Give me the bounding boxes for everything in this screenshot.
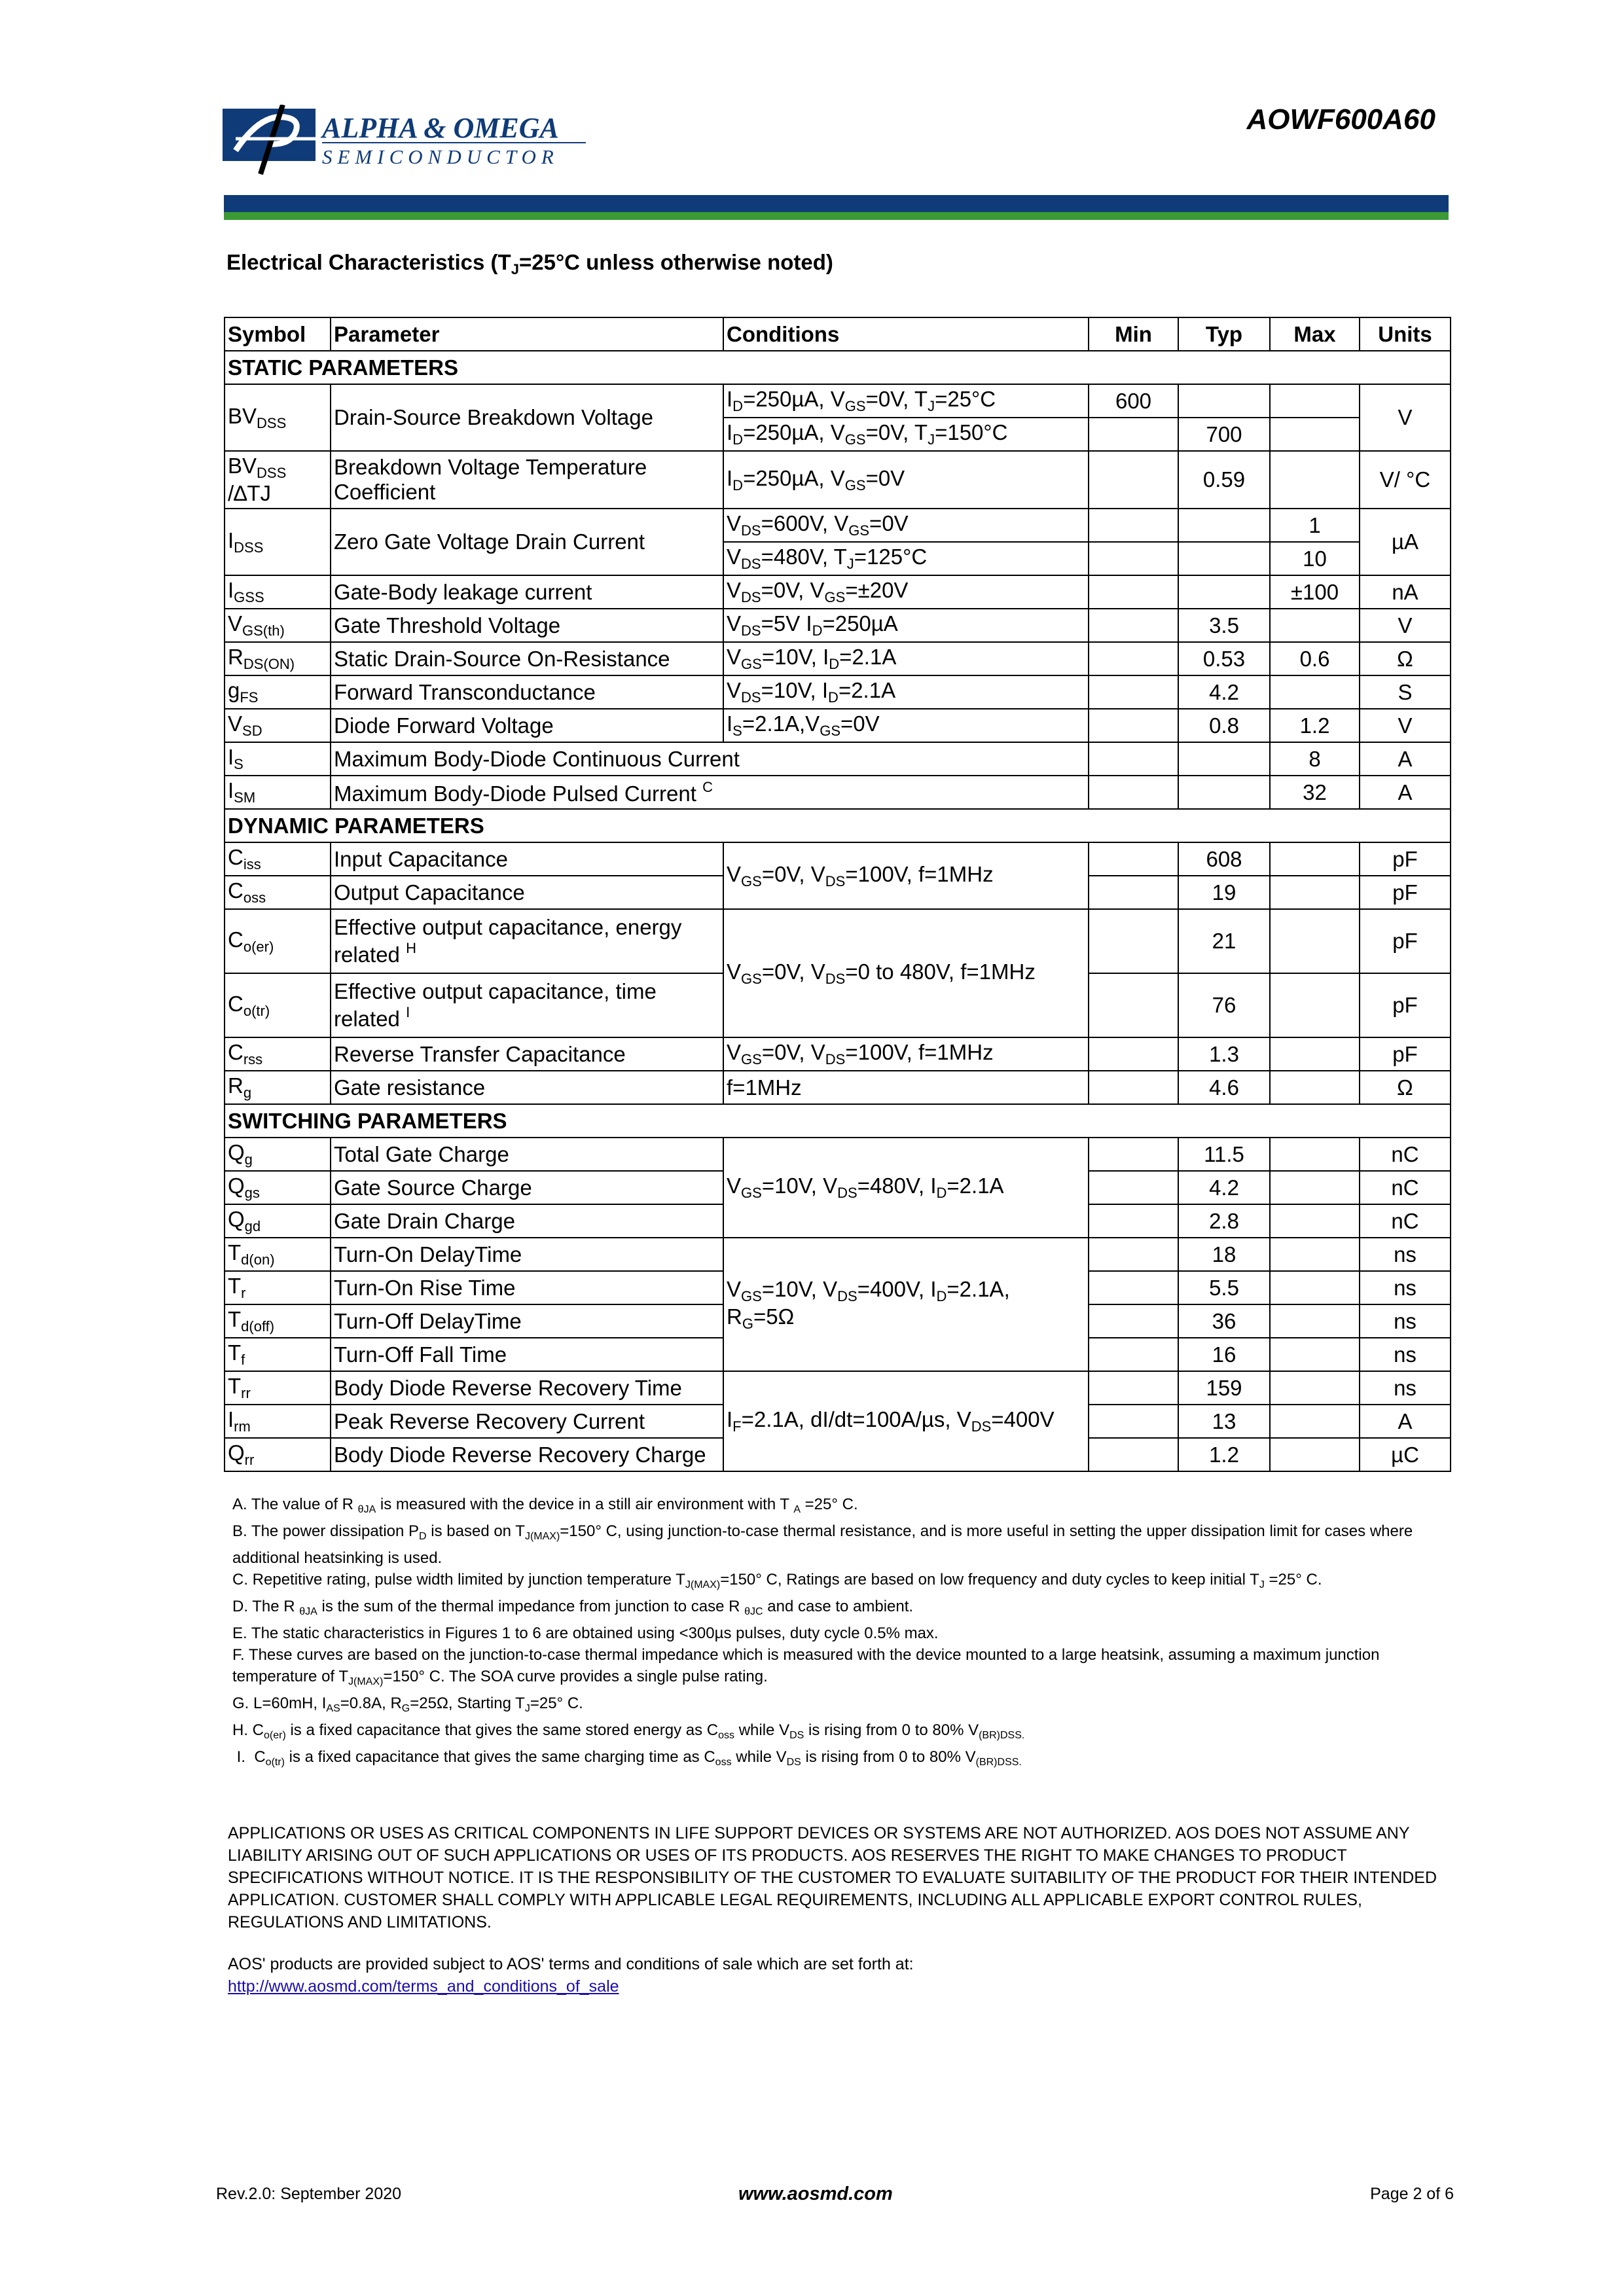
typ: 1.2	[1178, 1438, 1270, 1471]
parameter: Peak Reverse Recovery Current	[331, 1405, 723, 1438]
typ: 18	[1178, 1238, 1270, 1271]
table-row	[225, 909, 1451, 973]
units: Ω	[1360, 642, 1451, 675]
symbol: $Q_{rr}$	[225, 1438, 331, 1471]
footnote-f: F. These curves are based on the junction-to-case thermal impedance which is measured with the device mounted to a large heatsink, assuming a maximum junction temperature of $T_{J(MAX)}=150^\circ$ C. The SOA curve provides a single pulse rating.	[232, 1646, 1380, 1687]
parameter: Turn-On DelayTime	[331, 1238, 723, 1271]
units: ns	[1360, 1338, 1451, 1371]
parameter: Static Drain-Source On-Resistance	[331, 642, 723, 675]
typ: 4.6	[1178, 1071, 1270, 1104]
conditions: $V_{GS}=0V$, $V_{DS}=100V$, f=1MHz	[723, 842, 1089, 909]
units: pF	[1360, 909, 1451, 973]
max: 1.2	[1270, 709, 1360, 742]
typ: 5.5	[1178, 1271, 1270, 1304]
group-dynamic: DYNAMIC PARAMETERS	[225, 809, 1451, 842]
typ: 159	[1178, 1371, 1270, 1405]
typ: 0.8	[1178, 709, 1270, 742]
max: 0.6	[1270, 642, 1360, 675]
group-switching: SWITCHING PARAMETERS	[225, 1104, 1451, 1138]
company-logo	[223, 105, 589, 177]
units: pF	[1360, 876, 1451, 909]
terms-text: AOS' products are provided subject to AOS' terms and conditions of sale which are set forth at:	[228, 1955, 914, 1973]
units: A	[1360, 742, 1451, 776]
parameter: Effective output capacitance, time related $^I$	[331, 973, 723, 1037]
conditions: $V_{GS}=10V$, $V_{DS}=400V$, $I_D=2.1A$, $R_G=5\Omega$	[723, 1238, 1089, 1371]
parameter: Input Capacitance	[331, 842, 723, 876]
symbol: $V_{GS(th)}$	[225, 609, 331, 642]
symbol: $V_{SD}$	[225, 709, 331, 742]
col-header-units: Units	[1360, 317, 1451, 351]
units: A	[1360, 1405, 1451, 1438]
table-row	[225, 1037, 1451, 1071]
parameter: Turn-Off Fall Time	[331, 1338, 723, 1371]
units: µA	[1360, 509, 1451, 575]
footnote-c: C. Repetitive rating, pulse width limited by junction temperature $T_{J(MAX)}=150^\circ$ C, Ratings are based on low frequency and duty cycles to keep initial $T_J =25^\circ$ C.	[232, 1571, 1322, 1590]
col-header-symbol: Symbol	[225, 317, 331, 351]
parameter: Breakdown Voltage Temperature Coefficient	[331, 451, 723, 509]
footer-website: www.aosmd.com	[738, 2183, 893, 2204]
units: nC	[1360, 1138, 1451, 1171]
max: 10	[1270, 542, 1360, 575]
units: nC	[1360, 1171, 1451, 1204]
conditions: $I_S=2.1A,V_{GS}=0V$	[723, 709, 1089, 742]
parameter: Diode Forward Voltage	[331, 709, 723, 742]
typ: 76	[1178, 973, 1270, 1037]
units: nA	[1360, 575, 1451, 609]
parameter: Body Diode Reverse Recovery Time	[331, 1371, 723, 1405]
logo-company-subtitle: SEMICONDUCTOR	[322, 145, 559, 168]
typ: 3.5	[1178, 609, 1270, 642]
min: 600	[1089, 384, 1178, 418]
footnote-i: I. $C_{o(tr)}$ is a fixed capacitance that gives the same charging time as $C_{oss}$ while $V_{DS}$ is rising from 0 to 80% $V_{(BR)DSS.}$	[232, 1748, 1022, 1768]
group-static: STATIC PARAMETERS	[225, 351, 1451, 384]
units: ns	[1360, 1304, 1451, 1338]
typ: 0.53	[1178, 642, 1270, 675]
typ: 13	[1178, 1405, 1270, 1438]
parameter: Maximum Body-Diode Pulsed Current $^C$	[331, 776, 1089, 809]
conditions: $V_{GS}=0V$, $V_{DS}=100V$, f=1MHz	[723, 1037, 1089, 1071]
units: pF	[1360, 842, 1451, 876]
typ: 11.5	[1178, 1138, 1270, 1171]
parameter: Total Gate Charge	[331, 1138, 723, 1171]
symbol: $g_{FS}$	[225, 675, 331, 709]
conditions: $V_{GS}=10V$, $V_{DS}=480V$, $I_D=2.1A$	[723, 1138, 1089, 1238]
table-row	[225, 451, 1451, 509]
conditions: $I_D=250\mu A$, $V_{GS}=0V$, $T_J=25^\circ C$	[723, 384, 1089, 418]
symbol: $T_{d(on)}$	[225, 1238, 331, 1271]
units: Ω	[1360, 1071, 1451, 1104]
units: pF	[1360, 973, 1451, 1037]
conditions: $V_{GS}=10V$, $I_D=2.1A$	[723, 642, 1089, 675]
footnote-g: G. L=60mH, $I_{AS}=0.8A$, $R_G=25\Omega$, Starting $T_J=25^\circ$ C.	[232, 1695, 583, 1714]
terms-block	[228, 1953, 1452, 1998]
conditions: $V_{DS}=0V$, $V_{GS}=\pm 20V$	[723, 575, 1089, 609]
typ: 4.2	[1178, 675, 1270, 709]
parameter: Gate resistance	[331, 1071, 723, 1104]
parameter: Effective output capacitance, energy related $^H$	[331, 909, 723, 973]
col-header-typ: Typ	[1178, 317, 1270, 351]
units: V	[1360, 609, 1451, 642]
table-row	[225, 675, 1451, 709]
symbol: $C_{rss}$	[225, 1037, 331, 1071]
symbol: $C_{o(er)}$	[225, 909, 331, 973]
symbol: $I_S$	[225, 742, 331, 776]
typ: 2.8	[1178, 1204, 1270, 1238]
typ: 19	[1178, 876, 1270, 909]
footnote-b: B. The power dissipation $P_D$ is based on $T_{J(MAX)}=150^\circ$ C, using junction-to-case thermal resistance, and is more useful in setting the upper dissipation limit for cases where additional heatsinking is used.	[232, 1522, 1413, 1567]
symbol: $R_{DS(ON)}$	[225, 642, 331, 675]
typ: 4.2	[1178, 1171, 1270, 1204]
symbol: $C_{o(tr)}$	[225, 973, 331, 1037]
header-bar-green	[224, 212, 1449, 220]
table-row	[225, 509, 1451, 542]
typ: 36	[1178, 1304, 1270, 1338]
units: S	[1360, 675, 1451, 709]
typ: 16	[1178, 1338, 1270, 1371]
table-row	[225, 575, 1451, 609]
footnotes	[232, 1494, 1443, 1773]
typ: 0.59	[1178, 451, 1270, 509]
symbol: $I_{SM}$	[225, 776, 331, 809]
typ: 608	[1178, 842, 1270, 876]
table-row	[225, 742, 1451, 776]
units: ns	[1360, 1371, 1451, 1405]
max: 32	[1270, 776, 1360, 809]
logo-company-name: ALPHA & OMEGA	[322, 112, 559, 144]
symbol: $I_{DSS}$	[225, 509, 331, 575]
parameter: Gate-Body leakage current	[331, 575, 723, 609]
footnote-h: H. $C_{o(er)}$ is a fixed capacitance that gives the same stored energy as $C_{oss}$ while $V_{DS}$ is rising from 0 to 80% $V_{(BR)DSS.}$	[232, 1721, 1025, 1741]
table-row	[225, 642, 1451, 675]
symbol: $I_{GSS}$	[225, 575, 331, 609]
symbol: $Q_{gd}$	[225, 1204, 331, 1238]
table-row	[225, 1071, 1451, 1104]
parameter: Forward Transconductance	[331, 675, 723, 709]
conditions: $V_{GS}=0V$, $V_{DS}=0$ to 480V, f=1MHz	[723, 909, 1089, 1037]
symbol: $T_{rr}$	[225, 1371, 331, 1405]
typ: 700	[1178, 418, 1270, 451]
symbol: $T_{d(off)}$	[225, 1304, 331, 1338]
table-row	[225, 776, 1451, 809]
section-title: Electrical Characteristics ($T_J=25^\circ C$ unless otherwise noted)	[226, 250, 833, 278]
units: µC	[1360, 1438, 1451, 1471]
table-row	[225, 842, 1451, 876]
symbol: $BV_{DSS}$ /∆TJ	[225, 451, 331, 509]
conditions: $I_F=2.1A$, dI/dt=100A/µs, $V_{DS}=400V$	[723, 1371, 1089, 1471]
parameter: Drain-Source Breakdown Voltage	[331, 384, 723, 451]
symbol: $Q_g$	[225, 1138, 331, 1171]
table-row	[225, 384, 1451, 418]
units: V	[1360, 384, 1451, 451]
symbol: $T_r$	[225, 1271, 331, 1304]
symbol: $BV_{DSS}$	[225, 384, 331, 451]
max: 8	[1270, 742, 1360, 776]
table-header-row	[225, 317, 1451, 351]
footer-revision: Rev.2.0: September 2020	[216, 2185, 402, 2203]
parameter: Gate Threshold Voltage	[331, 609, 723, 642]
typ: 21	[1178, 909, 1270, 973]
disclaimer: APPLICATIONS OR USES AS CRITICAL COMPONENTS IN LIFE SUPPORT DEVICES OR SYSTEMS ARE NOT AUTHORIZED. AOS DOES NOT ASSUME ANY LIABILITY ARISING OUT OF SUCH APPLICATIONS OR USES OF ITS PRODUCTS. AOS RESERVES THE RIGHT TO MAKE CHANGES TO PRODUCT SPECIFICATIONS WITHOUT NOTICE. IT IS THE RESPONSIBILITY OF THE CUSTOMER TO EVALUATE SUITABILITY OF THE PRODUCT FOR THEIR INTENDED APPLICATION. CUSTOMER SHALL COMPLY WITH APPLICABLE LEGAL REQUIREMENTS, INCLUDING ALL APPLICABLE EXPORT CONTROL RULES, REGULATIONS AND LIMITATIONS.	[228, 1824, 1437, 1931]
table-row	[225, 1138, 1451, 1171]
max: 1	[1270, 509, 1360, 542]
conditions: $V_{DS}=480V$, $T_J=125^\circ C$	[723, 542, 1089, 575]
parameter: Reverse Transfer Capacitance	[331, 1037, 723, 1071]
col-header-min: Min	[1089, 317, 1178, 351]
max: ±100	[1270, 575, 1360, 609]
col-header-parameter: Parameter	[331, 317, 723, 351]
table-row	[225, 709, 1451, 742]
symbol: $C_{oss}$	[225, 876, 331, 909]
typ: 1.3	[1178, 1037, 1270, 1071]
symbol: $I_{rm}$	[225, 1405, 331, 1438]
conditions: $I_D=250\mu A$, $V_{GS}=0V$, $T_J=150^\circ C$	[723, 418, 1089, 451]
conditions: $V_{DS}=600V$, $V_{GS}=0V$	[723, 509, 1089, 542]
symbol: $C_{iss}$	[225, 842, 331, 876]
parameter: Body Diode Reverse Recovery Charge	[331, 1438, 723, 1471]
parameter: Maximum Body-Diode Continuous Current	[331, 742, 1089, 776]
parameter: Gate Source Charge	[331, 1171, 723, 1204]
conditions: $V_{DS}=10V$, $I_D=2.1A$	[723, 675, 1089, 709]
units: ns	[1360, 1238, 1451, 1271]
col-header-conditions: Conditions	[723, 317, 1089, 351]
footnote-e: E. The static characteristics in Figures 1 to 6 are obtained using <300µs pulses, duty cycle 0.5% max.	[232, 1624, 939, 1642]
units: pF	[1360, 1037, 1451, 1071]
symbol: $T_f$	[225, 1338, 331, 1371]
col-header-max: Max	[1270, 317, 1360, 351]
terms-link[interactable]: http://www.aosmd.com/terms_and_conditions_of_sale	[228, 1977, 619, 1996]
header-bar-blue	[224, 195, 1449, 212]
parameter: Turn-On Rise Time	[331, 1271, 723, 1304]
conditions: f=1MHz	[723, 1071, 1089, 1104]
symbol: $R_g$	[225, 1071, 331, 1104]
units: V	[1360, 709, 1451, 742]
symbol: $Q_{gs}$	[225, 1171, 331, 1204]
conditions: $I_D=250\mu A$, $V_{GS}=0V$	[723, 451, 1089, 509]
units: ns	[1360, 1271, 1451, 1304]
footnote-a: A. The value of R $_{\theta JA}$ is measured with the device in a still air environment with T $_A$ =25° C.	[232, 1496, 858, 1515]
units: A	[1360, 776, 1451, 809]
footer-page-number: Page 2 of 6	[1370, 2185, 1454, 2203]
electrical-characteristics-table	[224, 317, 1451, 1472]
footnote-d: D. The R $_{\theta JA}$ is the sum of the thermal impedance from junction to case R $_{\theta JC}$ and case to ambient.	[232, 1598, 914, 1617]
table-row	[225, 609, 1451, 642]
parameter: Output Capacitance	[331, 876, 723, 909]
part-number: AOWF600A60	[1246, 103, 1435, 135]
parameter: Zero Gate Voltage Drain Current	[331, 509, 723, 575]
conditions: $V_{DS}=5V$ $I_D=250\mu A$	[723, 609, 1089, 642]
parameter: Gate Drain Charge	[331, 1204, 723, 1238]
table-row	[225, 1371, 1451, 1405]
units: V/ °C	[1360, 451, 1451, 509]
units: nC	[1360, 1204, 1451, 1238]
table-row	[225, 1238, 1451, 1271]
parameter: Turn-Off DelayTime	[331, 1304, 723, 1338]
